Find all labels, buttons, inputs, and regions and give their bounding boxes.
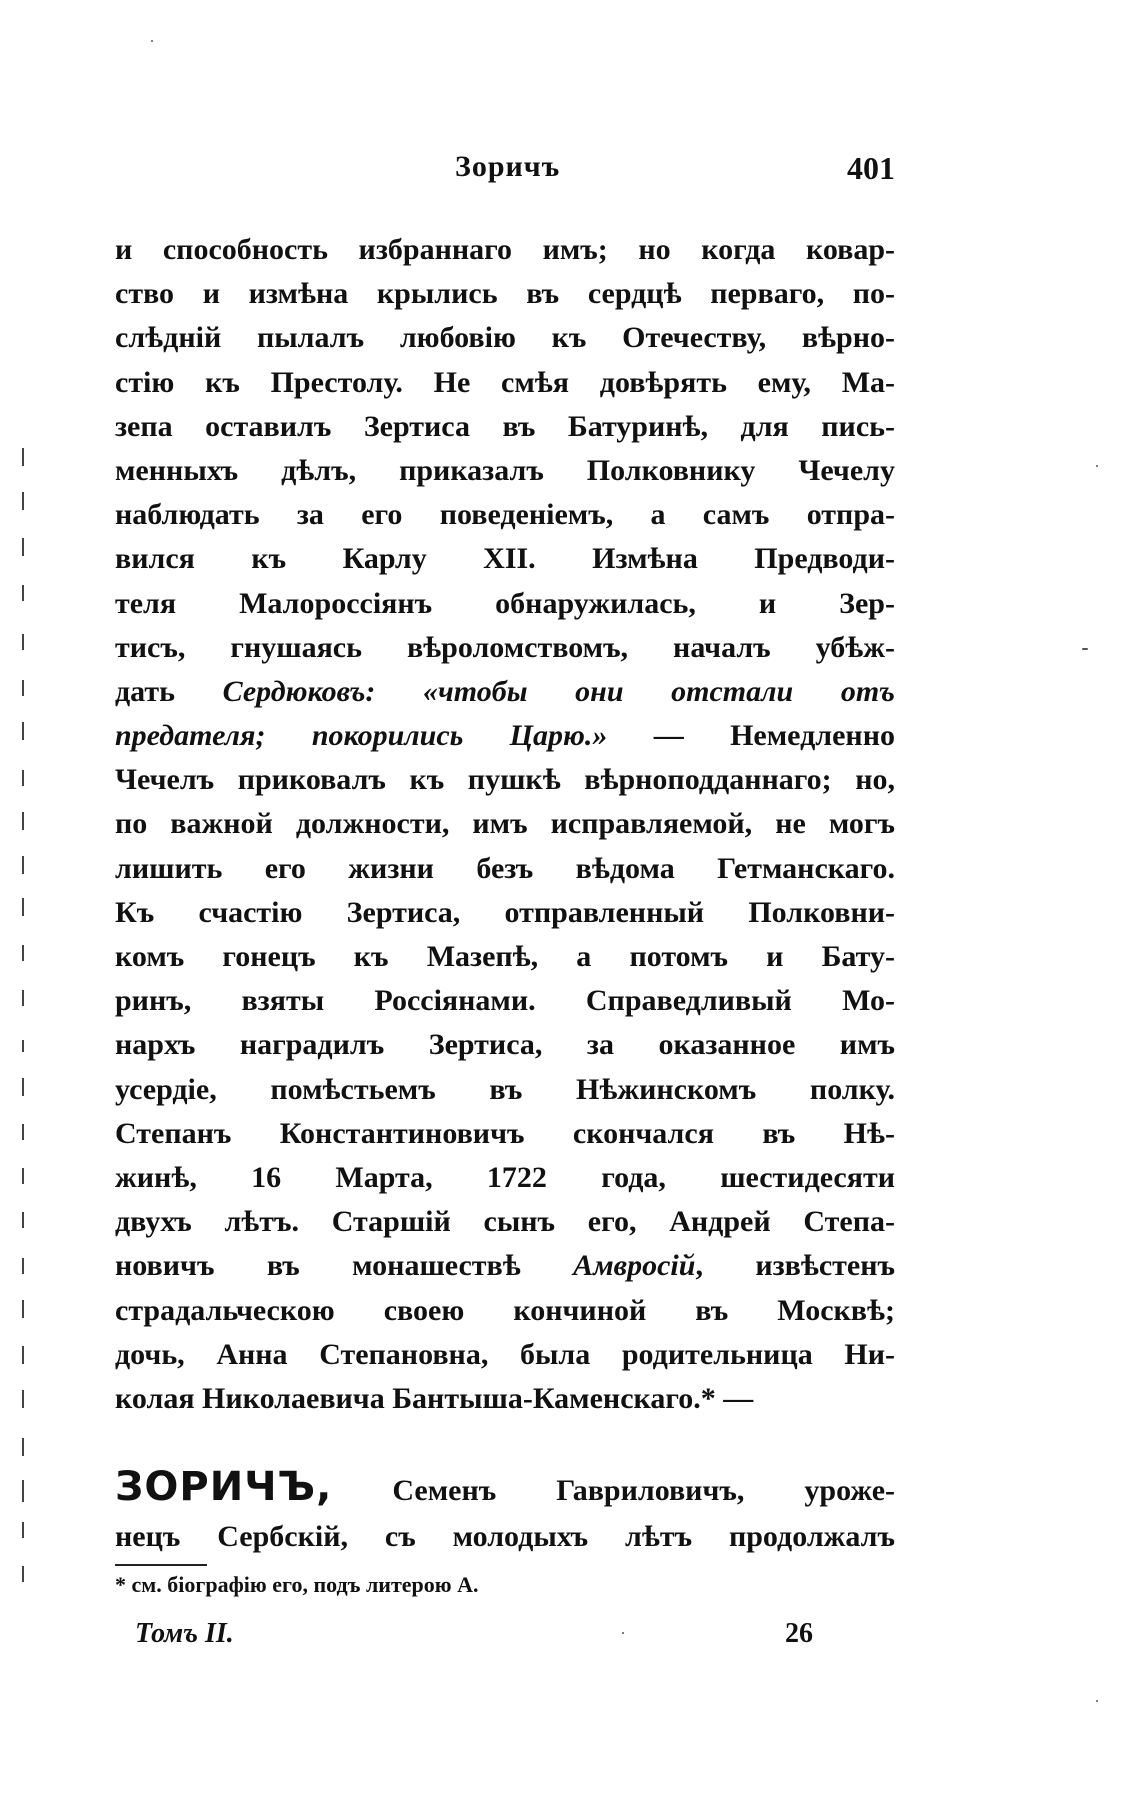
scan-speck <box>1096 465 1098 467</box>
scan-mark <box>22 1078 24 1096</box>
scan-mark <box>22 1438 24 1456</box>
scan-mark <box>22 1566 24 1582</box>
entry-line-rest: Семенъ Гавриловичъ, уроже- <box>332 1474 895 1507</box>
line-prefix: дать <box>115 674 223 708</box>
text-line: Къ счастiю Зертиса, отправленный Полковни- <box>115 895 895 929</box>
scan-mark <box>22 1040 24 1052</box>
scan-mark <box>22 1168 24 1184</box>
scan-mark <box>22 770 24 786</box>
body-text <box>115 228 895 1421</box>
text-line: двухъ лѣтъ. Старшiй сынъ его, Андрей Степа- <box>115 1205 895 1239</box>
scan-speck <box>1082 648 1088 650</box>
scan-mark <box>22 1390 24 1408</box>
scan-mark <box>22 1480 24 1502</box>
scan-mark <box>22 538 24 556</box>
scan-speck <box>1096 1700 1098 1702</box>
signature-mark: 26 <box>785 1618 813 1649</box>
text-line: наблюдать за его поведенiемъ, а самъ отпра- <box>115 498 895 532</box>
scan-mark <box>22 680 24 696</box>
scan-speck <box>151 40 153 42</box>
volume-label: Томъ II. <box>135 1618 234 1649</box>
scan-mark <box>22 1300 24 1318</box>
text-line: страдальческою своею кончиной въ Москвѣ; <box>115 1293 895 1327</box>
text-line: теля Малороссiянъ обнаружилась, и Зер- <box>115 586 895 620</box>
scan-mark <box>22 1258 24 1274</box>
running-title: Зоричъ <box>455 150 561 183</box>
line-suffix: — Немедленно <box>607 719 895 753</box>
scan-mark <box>22 1124 24 1140</box>
text-line: жинѣ, 16 Марта, 1722 года, шестидесяти <box>115 1160 895 1194</box>
text-line: Чечелъ приковалъ къ пушкѣ вѣрноподданнаго; но, <box>115 763 895 797</box>
scan-mark <box>22 898 24 916</box>
scan-speck <box>622 1632 624 1634</box>
text-line: нархъ наградилъ Зертиса, за оказанное имъ <box>115 1028 895 1062</box>
italic-quote: предателя; покорились Царю.» <box>115 719 608 753</box>
scan-mark <box>22 812 24 830</box>
text-line-with-quote <box>115 670 895 714</box>
text-line: по важной должности, имъ исправляемой, не могъ <box>115 807 895 841</box>
text-line: Степанъ Константиновичъ скончался въ Нѣ- <box>115 1116 895 1150</box>
text-line: колая Николаевича Бантыша-Каменскаго.* — <box>115 1381 754 1415</box>
text-line: слѣднiй пылалъ любовiю къ Отечеству, вѣрно- <box>115 321 895 355</box>
text-line: зепа оставилъ Зертиса въ Батуринѣ, для пись- <box>115 409 895 443</box>
text-line: вился къ Карлу XII. Измѣна Предводи- <box>115 542 895 576</box>
scan-mark <box>22 990 24 1006</box>
scan-mark <box>22 856 24 874</box>
footnote-rule <box>115 1564 207 1566</box>
scan-mark <box>22 492 24 510</box>
line-prefix: новичъ въ монашествѣ <box>115 1249 574 1283</box>
scan-mark <box>22 585 24 601</box>
text-line: тисъ, гнушаясь вѣроломствомъ, началъ убѣж- <box>115 630 895 664</box>
italic-name: Амвросiй <box>573 1249 696 1283</box>
text-line: комъ гонецъ къ Мазепѣ, а потомъ и Бату- <box>115 940 895 973</box>
scan-mark <box>22 448 24 466</box>
line-suffix: , извѣстенъ <box>695 1249 895 1283</box>
footnote: * см. бiографiю его, подъ литерою А. <box>115 1572 479 1597</box>
dictionary-entry <box>115 1462 895 1562</box>
text-line: и способность избраннаго имъ; но когда ковар- <box>115 233 895 266</box>
entry-second-line: нецъ Сербскiй, съ молодыхъ лѣтъ продолжалъ <box>115 1520 895 1553</box>
text-line: лишить его жизни безъ вѣдома Гетманскаго. <box>115 851 895 885</box>
text-line: менныхъ дѣлъ, приказалъ Полковнику Чечелу <box>115 453 895 487</box>
text-line: ринъ, взяты Россiянами. Справедливый Мо- <box>115 984 895 1018</box>
entry-headword: ЗОРИЧЪ, <box>115 1464 333 1510</box>
text-line: ство и измѣна крылись въ сердцѣ перваго, по- <box>115 277 895 311</box>
text-line: усердiе, помѣстьемъ въ Нѣжинскомъ полку. <box>115 1072 895 1106</box>
running-head <box>115 150 895 190</box>
text-line-with-quote <box>115 714 895 758</box>
scan-mark <box>22 1212 24 1228</box>
text-line: стiю къ Престолу. Не смѣя довѣрять ему, Ма- <box>115 365 895 399</box>
scan-mark <box>22 1346 24 1364</box>
scan-mark <box>22 1522 24 1538</box>
page-number: 401 <box>847 150 895 186</box>
scan-mark <box>22 722 24 740</box>
scan-mark <box>22 634 24 650</box>
text-line-with-name <box>115 1244 895 1288</box>
entry-first-line <box>115 1462 895 1512</box>
scan-mark <box>22 945 24 961</box>
page-footer <box>115 1618 895 1658</box>
text-line: дочь, Анна Степановна, была родительница Ни- <box>115 1337 895 1371</box>
italic-quote: Сердюковъ: «чтобы они отстали отъ <box>222 674 895 708</box>
